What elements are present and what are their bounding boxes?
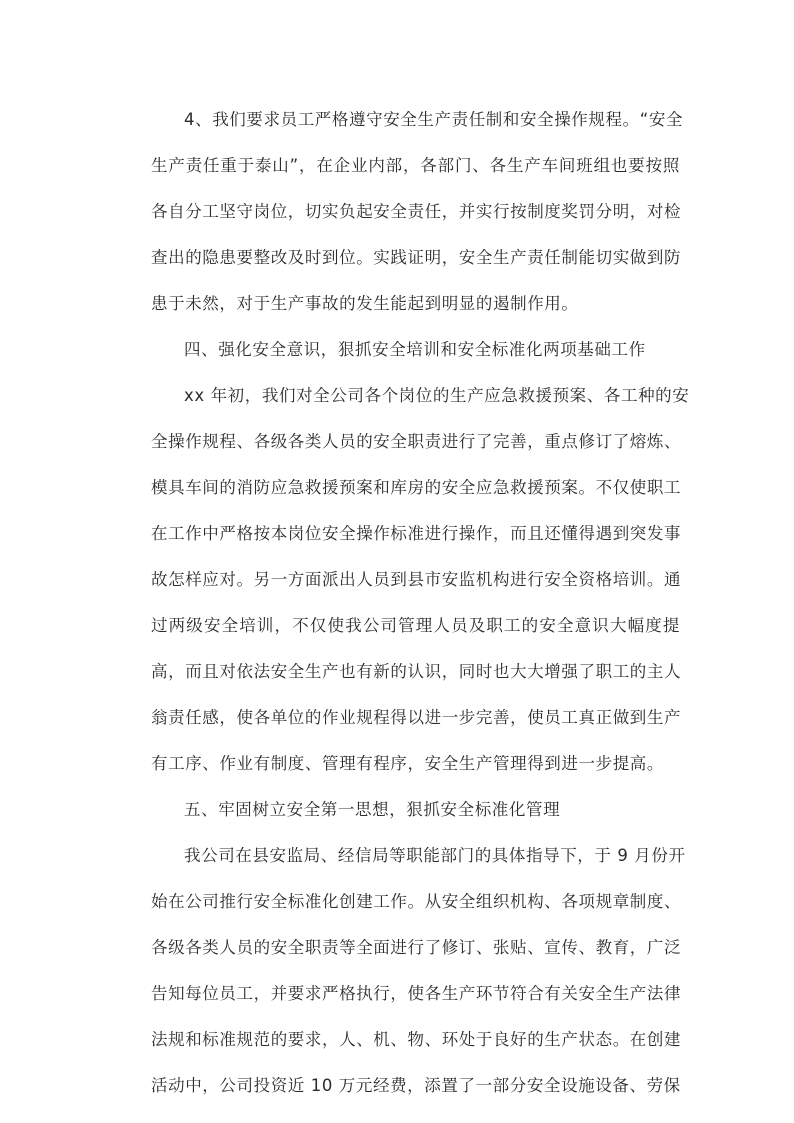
text-line: 各级各类人员的安全职责等全面进行了修订、张贴、宣传、教育，广泛 <box>151 938 682 957</box>
text-line: xx 年初，我们对全公司各个岗位的生产应急救援预案、各工种的安 <box>184 386 690 405</box>
text-line: 高，而且对依法安全生产也有新的认识，同时也大大增强了职工的主人 <box>151 662 682 681</box>
heading-line: 五、牢固树立安全第一思想，狠抓安全标准化管理 <box>184 800 561 819</box>
text-line: 法规和标准规范的要求，人、机、物、环处于良好的生产状态。在创建 <box>151 1030 682 1049</box>
text-line: 我公司在县安监局、经信局等职能部门的具体指导下，于 9 月份开 <box>184 846 686 865</box>
text-line: 告知每位员工，并要求严格执行，使各生产环节符合有关安全生产法律 <box>151 984 682 1003</box>
section-heading-four <box>118 327 680 373</box>
section-heading-five <box>118 787 680 833</box>
paragraph-standardization <box>118 833 686 1109</box>
text-line: 故怎样应对。另一方面派出人员到县市安监机构进行安全资格培训。通 <box>151 570 682 589</box>
text-line: 全操作规程、各级各类人员的安全职责进行了完善，重点修订了熔炼、 <box>151 432 682 451</box>
text-line: 各自分工坚守岗位，切实负起安全责任，并实行按制度奖罚分明，对检 <box>151 202 682 221</box>
text-line: 模具车间的消防应急救援预案和库房的安全应急救援预案。不仅使职工 <box>151 478 682 497</box>
text-line: 患于未然，对于生产事故的发生能起到明显的遏制作用。 <box>151 294 579 313</box>
text-line: 始在公司推行安全标准化创建工作。从安全组织机构、各项规章制度、 <box>151 892 682 911</box>
text-line: 翁责任感，使各单位的作业规程得以进一步完善，使员工真正做到生产 <box>151 708 682 727</box>
text-line: 活动中，公司投资近 10 万元经费，添置了一部分安全设施设备、劳保 <box>151 1076 681 1095</box>
document-page <box>118 97 690 1109</box>
text-line: 生产责任重于泰山”，在企业内部，各部门、各生产车间班组也要按照 <box>151 156 680 175</box>
text-line: 过两级安全培训，不仅使我公司管理人员及职工的安全意识大幅度提 <box>151 616 680 635</box>
heading-line: 四、强化安全意识，狠抓安全培训和安全标准化两项基础工作 <box>184 340 646 359</box>
text-line: 4、我们要求员工严格遵守安全生产责任制和安全操作规程。“安全 <box>184 110 684 129</box>
paragraph-responsibility <box>118 97 684 327</box>
text-line: 有工序、作业有制度、管理有程序，安全生产管理得到进一步提高。 <box>151 754 664 773</box>
text-line: 在工作中严格按本岗位安全操作标准进行操作，而且还懂得遇到突发事 <box>151 524 682 543</box>
paragraph-training <box>118 373 690 787</box>
text-line: 查出的隐患要整改及时到位。实践证明，安全生产责任制能切实做到防 <box>151 248 682 267</box>
